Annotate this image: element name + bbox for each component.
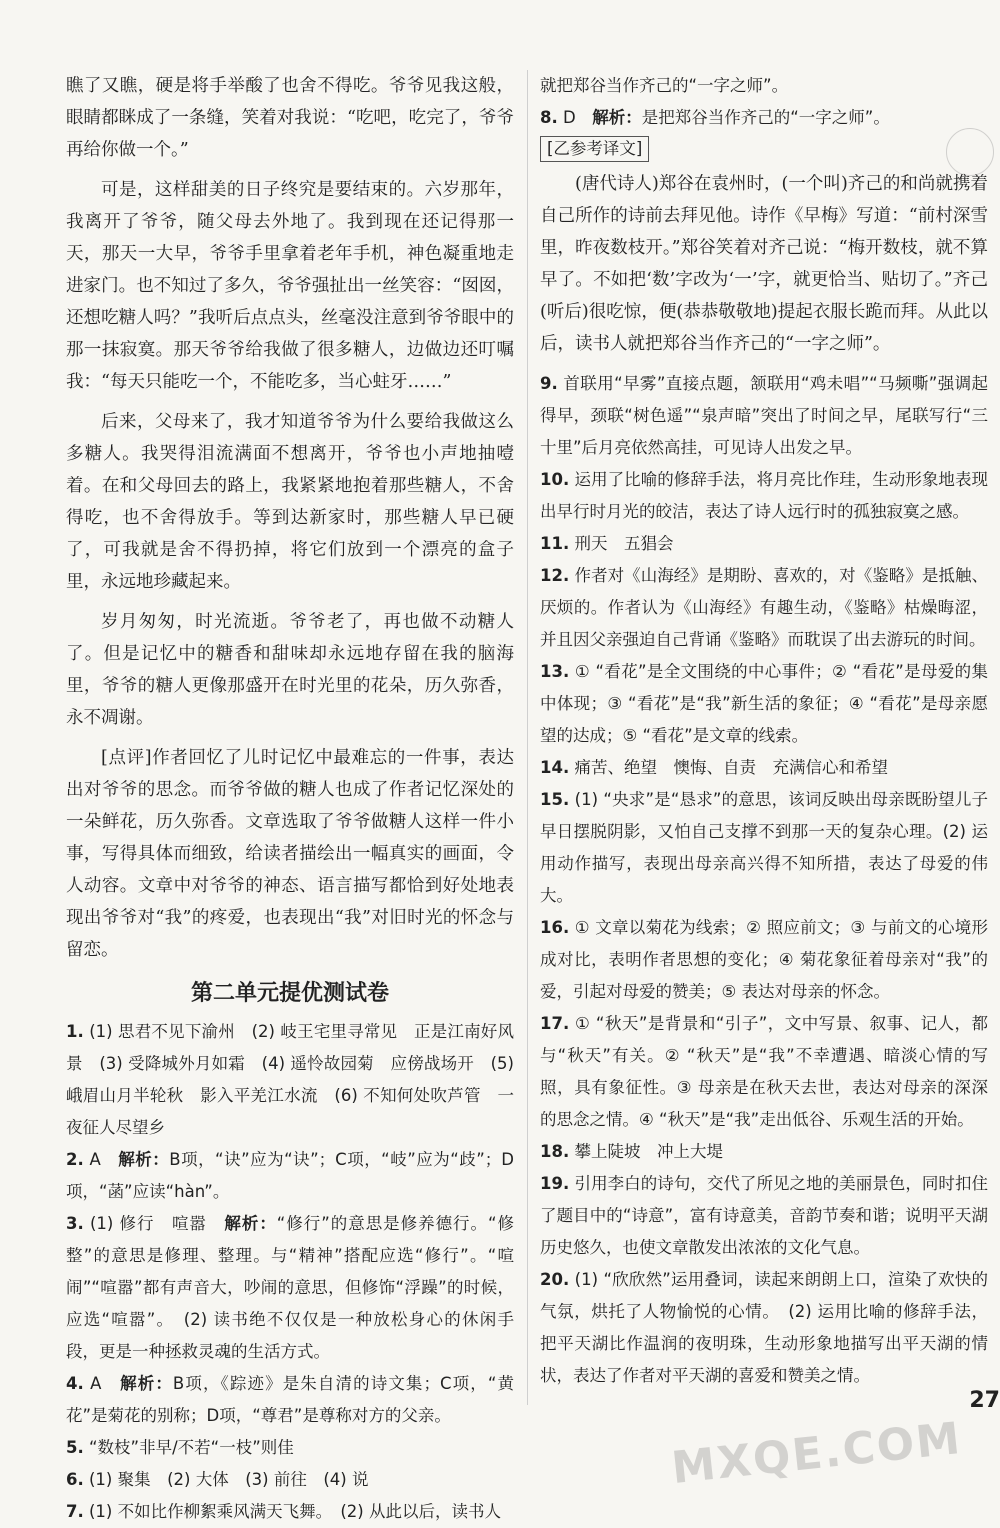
answer-item: 12. 作者对《山海经》是期盼、喜欢的，对《鉴略》是抵触、厌烦的。作者认为《山海经》有趣生动，《鉴略》枯燥晦涩，并且因父亲强迫自己背诵《鉴略》而耽误了出去游玩的时间。 [540,566,989,649]
essay-paragraph-2: 可是，这样甜美的日子终究是要结束的。六岁那年，我离开了爷爷，随父母去外地了。我到现在还记得那一天，那天一大早，爷爷手里拿着老年手机，神色凝重地走进家门。也不知过了多久，爷爷强扯出一丝笑容：“囡囡，还想吃糖人吗？”我听后点点头，丝毫没注意到爷爷眼中的那一抹寂寞。那天爷爷给我做了很多糖人，边做边还叮嘱我：“每天只能吃一个，不能吃多，当心蛀牙……” [66,180,514,392]
answer-item: 3. (1) 修行 喧嚣 解析：“修行”的意思是修养德行。“修整”的意思是修理、整理。与“精神”搭配应选“修行”。“喧闹”“喧嚣”都有声音大，吵闹的意思，但修饰“浮躁”的时候，应选“喧嚣”。 (2) 读书绝不仅仅是一种放松身心的休闲手段，更是一种拯救灵魂的生活方式。 [66,1214,514,1361]
answer-item: 4. A 解析：B项，《踪迹》是朱自清的诗文集；C项，“黄花”是菊花的别称；D项，“尊君”是尊称对方的父亲。 [66,1374,515,1425]
review-paragraph [66,742,514,966]
answer-item: 1. (1) 思君不见下渝州 (2) 岐王宅里寻常见 正是江南好风景 (3) 受降城外月如霜 (4) 遥怜故园菊 应傍战场开 (5) 峨眉山月半轮秋 影入平羌江水流 (6) 不知何处吹芦管 一夜征人尽望乡 [66,1022,515,1137]
reference-translation-text: (唐代诗人)郑谷在袁州时，(一个叫)齐己的和尚就携着自己所作的诗前去拜见他。诗作《早梅》写道：“前村深雪里，昨夜数枝开。”郑谷笑着对齐己说：“梅开数枝，就不算早了。不如把‘数’字改为‘一’字，就更恰当、贴切了。”齐己(听后)很吃惊，便(恭恭敬敬地)提起衣服长跪而拜。从此以后，读书人就把郑谷当作齐己的“一字之师”。 [540,174,988,354]
answer-item: 6. (1) 聚集 (2) 大体 (3) 前往 (4) 说 [66,1470,369,1489]
section-title: 第二单元提优测试卷 [190,981,389,1006]
review-label: [点评] [101,748,152,768]
answer-item: 11. 刑天 五猖会 [540,534,674,553]
answer-item: 2. A 解析：B项，“诀”应为“诀”；C项，“岐”应为“歧”；D项，“菡”应读“hàn”。 [66,1150,515,1201]
left-column [66,70,514,1528]
answer-item: 20. (1) “欣欣然”运用叠词，读起来朗朗上口，渲染了欢快的气氛，烘托了人物愉悦的心情。 (2) 运用比喻的修辞手法，把平天湖比作温润的夜明珠，生动形象地描写出平天湖的情状，表达了作者对平天湖的喜爱和赞美之情。 [540,1270,988,1385]
reference-translation-title: [乙参考译文] [540,136,649,162]
answer-item: 18. 攀上陡坡 冲上大堤 [540,1142,723,1161]
answer-item: 14. 痛苦、绝望 懊悔、自责 充满信心和希望 [540,758,888,777]
column-divider [527,70,528,1405]
answer-item: 17. ① “秋天”是背景和“引子”，文中写景、叙事、记人，都与“秋天”有关。② “秋天”是“我”不幸遭遇、暗淡心情的写照，具有象征性。③ 母亲是在秋天去世，表达对母亲的深深的思念之情。④ “秋天”是“我”走出低谷、乐观生活的开始。 [540,1014,988,1129]
page-number: 27 [969,1388,1000,1413]
answer-item: 8. D 解析：是把郑谷当作齐己的“一字之师”。 [540,108,890,127]
review-text: 作者回忆了儿时记忆中最难忘的一件事，表达出对爷爷的思念。而爷爷做的糖人也成了作者记忆深处的一朵鲜花，历久弥香。文章选取了爷爷做糖人这样一件小事，写得具体而细致，给读者描绘出一幅真实的画面，令人动容。文章中对爷爷的神态、语言描写都恰到好处地表现出爷爷对“我”的疼爱，也表现出“我”对旧时光的怀念与留恋。 [66,748,515,960]
answer-continuation: 就把郑谷当作齐己的“一字之师”。 [540,76,789,95]
answer-item: 9. 首联用“早雾”直接点题，颔联用“鸡未唱”“马频嘶”强调起得早，颈联“树色遥”“泉声暗”突出了时间之早，尾联写行“三十里”后月亮依然高挂，可见诗人出发之早。 [540,374,989,457]
answer-item: 7. (1) 不如比作柳絮乘风满天飞舞。 (2) 从此以后，读书人 [66,1502,501,1521]
essay-paragraph-1: 瞧了又瞧，硬是将手举酸了也舍不得吃。爷爷见我这般，眼睛都眯成了一条缝，笑着对我说：“吃吧，吃完了，爷爷再给你做一个。” [66,76,514,160]
answer-item: 16. ① 文章以菊花为线索；② 照应前文；③ 与前文的心境形成对比，表明作者思想的变化；④ 菊花象征着母亲对“我”的爱，引起对母爱的赞美；⑤ 表达对母亲的怀念。 [540,918,988,1001]
essay-paragraph-3: 后来，父母来了，我才知道爷爷为什么要给我做这么多糖人。我哭得泪流满面不想离开，爷爷也小声地抽噎着。在和父母回去的路上，我紧紧地抱着那些糖人，不舍得吃，也不舍得放手。等到达新家时，那些糖人早已硬了，可我就是舍不得扔掉，将它们放到一个漂亮的盒子里，永远地珍藏起来。 [66,412,514,592]
right-column [540,70,988,1392]
answer-item: 19. 引用李白的诗句，交代了所见之地的美丽景色，同时扣住了题目中的“诗意”，富有诗意美，音韵节奏和谐；说明平天湖历史悠久，也使文章散发出浓浓的文化气息。 [540,1174,989,1257]
answer-item: 10. 运用了比喻的修辞手法，将月亮比作珪，生动形象地表现出早行时月光的皎洁，表达了诗人远行时的孤独寂寞之感。 [540,470,989,521]
essay-paragraph-4: 岁月匆匆，时光流逝。爷爷老了，再也做不动糖人了。但是记忆中的糖香和甜味却永远地存留在我的脑海里，爷爷的糖人更像那盛开在时光里的花朵，历久弥香，永不凋谢。 [66,612,514,728]
answer-item: 5. “数枝”非早/不若“一枝”则佳 [66,1438,294,1457]
watermark-text: MXQE.COM [668,1412,964,1495]
answer-item: 13. ① “看花”是全文围绕的中心事件；② “看花”是母爱的集中体现；③ “看花”是“我”新生活的象征；④ “看花”是母亲愿望的达成；⑤ “看花”是文章的线索。 [540,662,988,745]
answer-item: 15. (1) “央求”是“恳求”的意思，该词反映出母亲既盼望儿子早日摆脱阴影，又怕自己支撑不到那一天的复杂心理。(2) 运用动作描写，表现出母亲高兴得不知所措，表达了母爱的伟大。 [540,790,989,905]
